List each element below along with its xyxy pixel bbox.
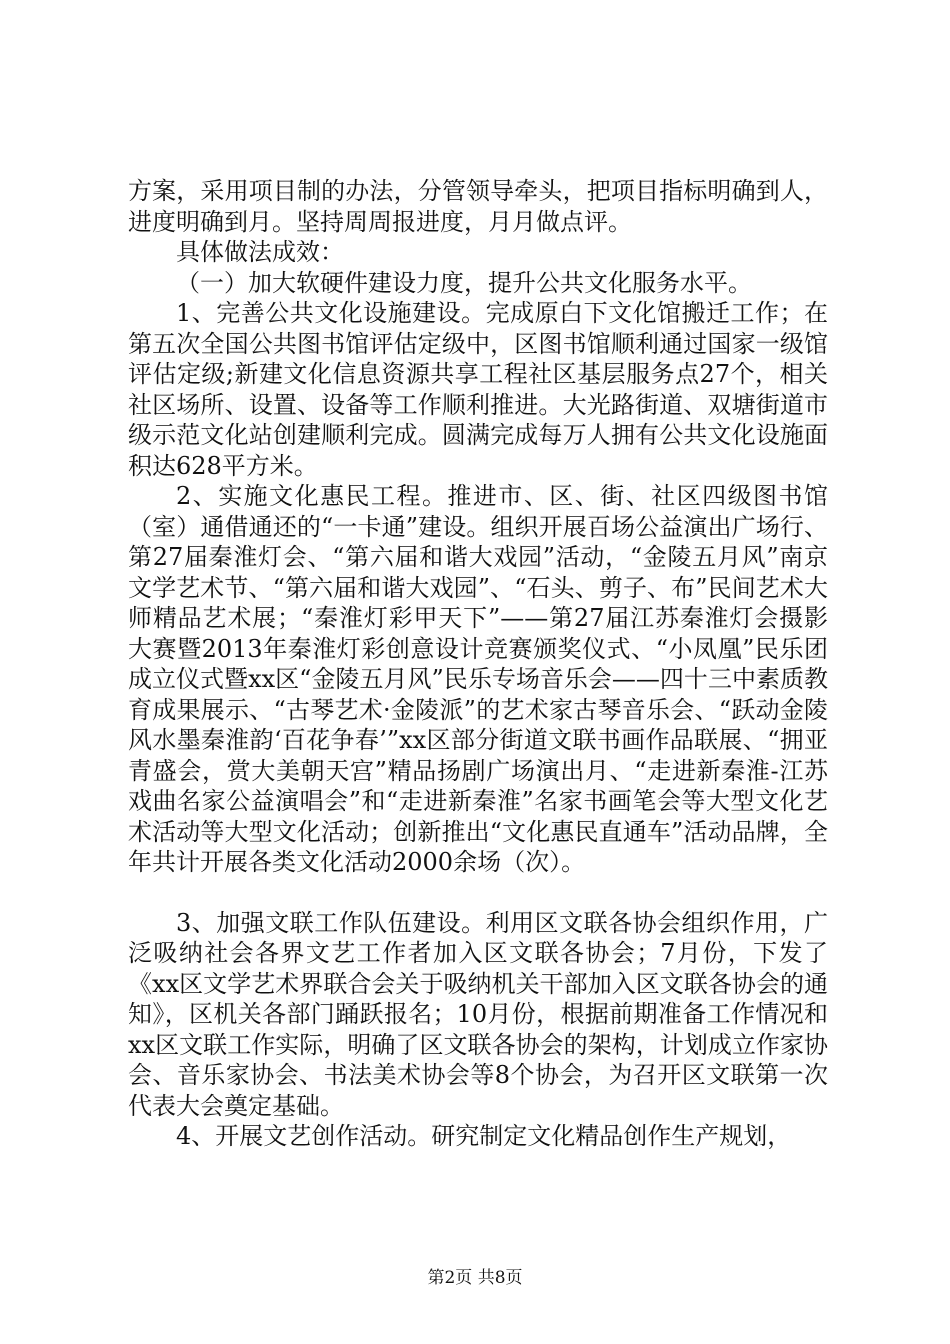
page-footer: 第2页 共8页 (427, 1268, 523, 1288)
paragraph-continuation: 方案，采用项目制的办法，分管领导牵头，把项目指标明确到人，进度明确到月。坚持周周报进度，月月做点评。 (128, 177, 828, 236)
paragraph-item-2: 2、实施文化惠民工程。推进市、区、街、社区四级图书馆（室）通借通还的“一卡通”建设。组织开展百场公益演出广场行、第27届秦淮灯会、“第六届和谐大戏园”活动，“金陵五月风”南京文学艺术节、“第六届和谐大戏园”、“石头、剪子、布”民间艺术大师精品艺术展；“秦淮灯彩甲天下”——第27届江苏秦淮灯会摄影大赛暨2013年秦淮灯彩创意设计竞赛颁奖仪式、“小凤凰”民乐团成立仪式暨xx区“金陵五月风”民乐专场音乐会——四十三中素质教育成果展示、“古琴艺术·金陵派”的艺术家古琴音乐会、“跃动金陵风水墨秦淮韵‘百花争春’”xx区部分街道文联书画作品联展、“拥亚青盛会，赏大美朝天宫”精品扬剧广场演出月、“走进新秦淮-江苏戏曲名家公益演唱会”和“走进新秦淮”名家书画笔会等大型文化艺术活动等大型文化活动；创新推出“文化惠民直通车”活动品牌，全年共计开展各类文化活动2000余场（次）。 (128, 482, 828, 876)
paragraph-item-1: 1、完善公共文化设施建设。完成原白下文化馆搬迁工作；在第五次全国公共图书馆评估定级中，区图书馆顺利通过国家一级馆评估定级;新建文化信息资源共享工程社区基层服务点27个，相关社区场所、设置、设备等工作顺利推进。大光路街道、双塘街道市级示范文化站创建顺利完成。圆满完成每万人拥有公共文化设施面积达628平方米。 (128, 299, 828, 480)
paragraph-item-3: 3、加强文联工作队伍建设。利用区文联各协会组织作用，广泛吸纳社会各界文艺工作者加入区文联各协会；7月份，下发了《xx区文学艺术界联合会关于吸纳机关干部加入区文联各协会的通知》，区机关各部门踊跃报名；10月份，根据前期准备工作情况和xx区文联工作实际，明确了区文联各协会的架构，计划成立作家协会、音乐家协会、书法美术协会等8个协会，为召开区文联第一次代表大会奠定基础。 (128, 908, 828, 1120)
document-body (128, 176, 828, 1152)
paragraph-heading-results: 具体做法成效： (176, 238, 344, 266)
paragraph-item-4: 4、开展文艺创作活动。研究制定文化精品创作生产规划， (176, 1122, 792, 1150)
paragraph-section-one: （一）加大软硬件建设力度，提升公共文化服务水平。 (176, 268, 752, 297)
